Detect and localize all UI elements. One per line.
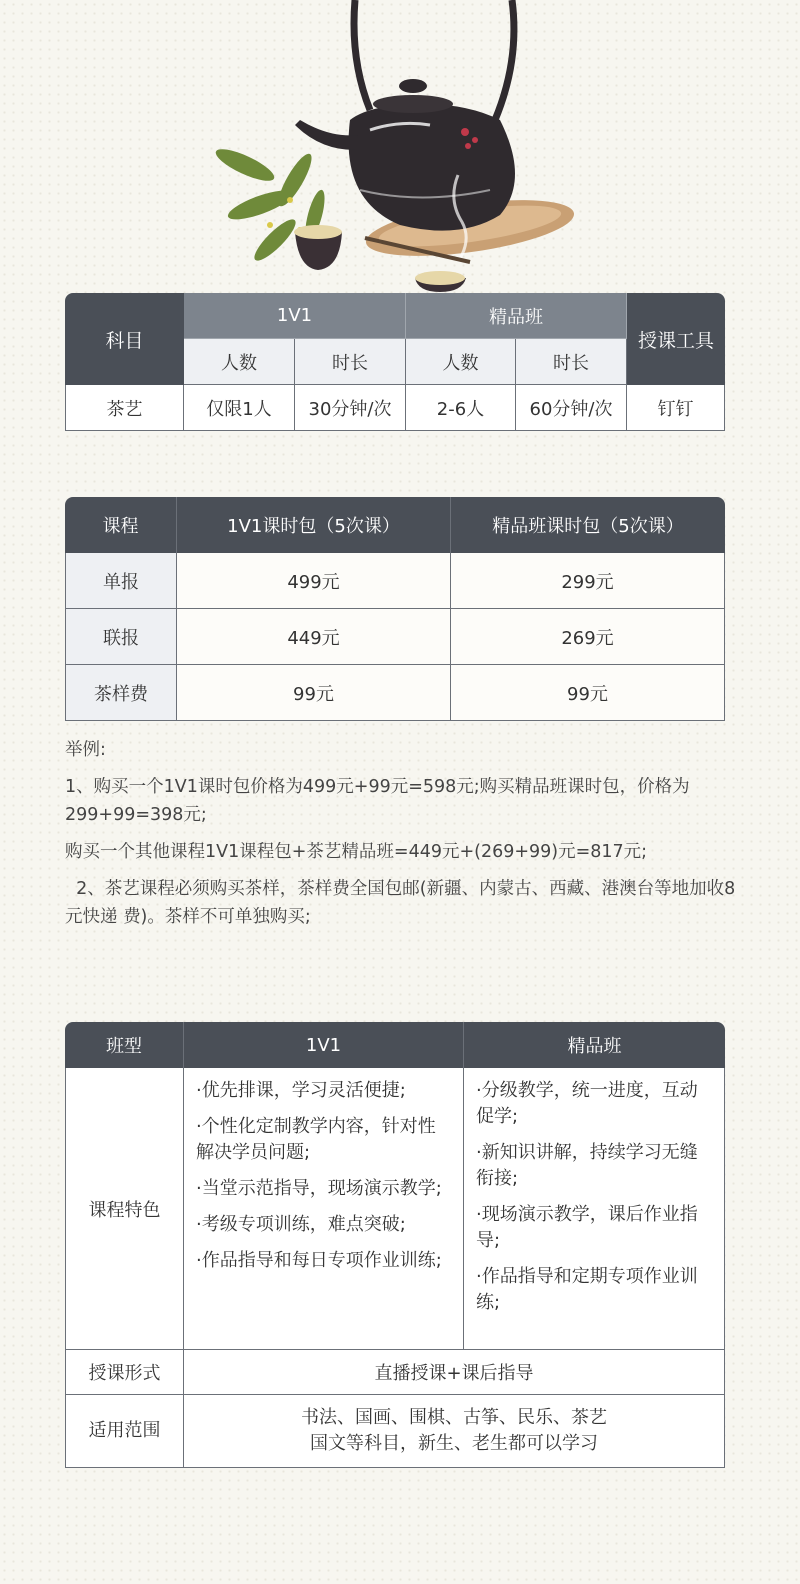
scope-value [184,1395,725,1468]
feature-item: ·分级教学，统一进度，互动促学; [476,1080,698,1127]
schedule-table [65,293,725,431]
tool-header: 授课工具 [627,293,725,385]
row-label: 联报 [65,609,177,665]
price-cell: 99元 [451,665,725,721]
subject-header: 科目 [65,293,184,385]
one-on-one-duration-cell: 30分钟/次 [295,385,406,431]
people-header: 人数 [184,339,295,385]
feature-item: ·个性化定制教学内容，针对性解决学员问题; [196,1116,436,1163]
premium-class-header: 精品班 [464,1022,725,1068]
type-header: 班型 [65,1022,184,1068]
one-on-one-people-cell: 仅限1人 [184,385,295,431]
price-cell: 499元 [177,553,451,609]
price-cell: 99元 [177,665,451,721]
notes-line-1: 1、购买一个1V1课时包价格为499元+99元=598元;购买精品班课时包，价格为299+99=398元; [65,777,690,825]
feature-item: ·优先排课，学习灵活便捷; [196,1080,406,1101]
table-row [65,665,725,721]
class-features [464,1068,725,1350]
feature-item: ·考级专项训练，难点突破; [196,1214,406,1235]
duration-header: 时长 [295,339,406,385]
duration-header: 时长 [516,339,627,385]
scope-line-1: 书法、国画、围棋、古筝、民乐、茶艺 [301,1407,607,1428]
features-label: 课程特色 [65,1068,184,1350]
subject-cell: 茶艺 [65,385,184,431]
feature-item: ·当堂示范指导，现场演示教学; [196,1178,442,1199]
scope-line-2: 国文等科目，新生、老生都可以学习 [310,1433,598,1454]
row-label: 茶样费 [65,665,177,721]
teapot-illustration [200,0,600,292]
scope-label: 适用范围 [65,1395,184,1468]
table-row [65,553,725,609]
table-row [65,609,725,665]
feature-item: ·现场演示教学，课后作业指导; [476,1204,698,1251]
price-cell: 449元 [177,609,451,665]
course-header: 课程 [65,497,177,553]
tool-cell: 钉钉 [627,385,725,431]
notes-line-3: 2、茶艺课程必须购买茶样，茶样费全国包邮(新疆、内蒙古、西藏、港澳台等地加收8元快递 费)。茶样不可单独购买; [65,879,736,927]
class-type-table [65,1022,725,1468]
class-duration-cell: 60分钟/次 [516,385,627,431]
one-on-one-header: 1V1 [184,1022,464,1068]
price-cell: 299元 [451,553,725,609]
example-notes [65,736,745,940]
one-on-one-pack-header: 1V1课时包（5次课） [177,497,451,553]
notes-line-2: 购买一个其他课程1V1课程包+茶艺精品班=449元+(269+99)元=817元; [65,842,648,862]
one-on-one-header: 1V1 [184,293,406,339]
feature-item: ·作品指导和定期专项作业训练; [476,1266,698,1313]
notes-title: 举例: [65,740,106,760]
price-cell: 269元 [451,609,725,665]
people-header: 人数 [406,339,516,385]
form-value: 直播授课+课后指导 [184,1350,725,1395]
class-people-cell: 2-6人 [406,385,516,431]
package-table [65,497,725,721]
form-label: 授课形式 [65,1350,184,1395]
premium-class-header: 精品班 [406,293,627,339]
class-pack-header: 精品班课时包（5次课） [451,497,725,553]
feature-item: ·作品指导和每日专项作业训练; [196,1250,442,1271]
feature-item: ·新知识讲解，持续学习无缝衔接; [476,1142,698,1189]
row-label: 单报 [65,553,177,609]
one-on-one-features [184,1068,464,1350]
